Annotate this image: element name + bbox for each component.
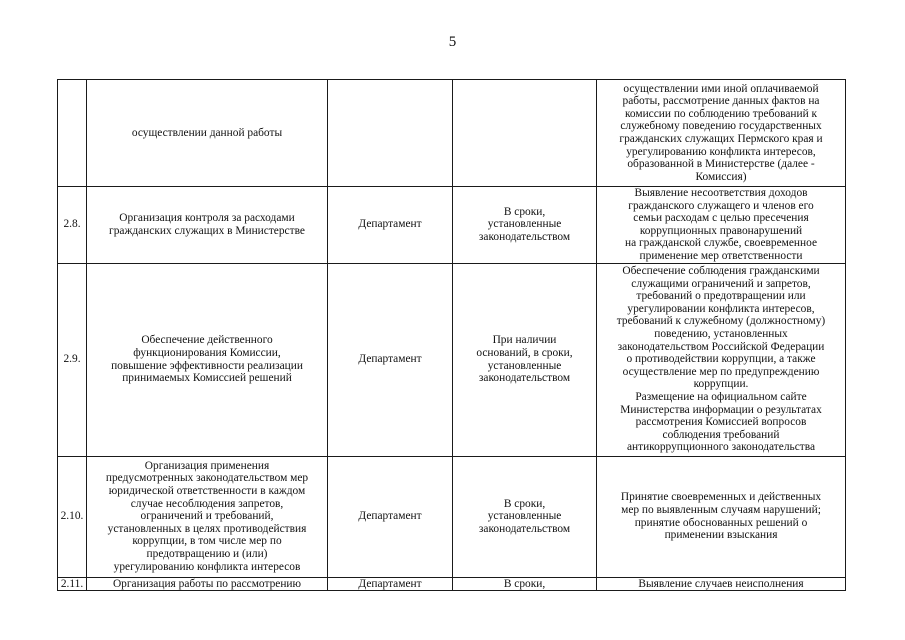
result-cell: [597, 263, 846, 456]
cell-text-line: принятие обоснованных решений о: [634, 516, 808, 529]
cell-text-line: гражданского служащего и членов его: [628, 199, 814, 212]
cell-text-line: законодательством: [478, 522, 571, 535]
cell-text-line: осуществление мер по предупреждению: [622, 365, 820, 378]
cell-text-line: применение мер ответственности: [639, 249, 803, 262]
cell-text-line: Принятие своевременных и действенных: [620, 491, 822, 504]
result-cell: [597, 80, 846, 187]
cell-text-line: оснований, в сроки,: [476, 346, 573, 359]
cell-text-line: осуществлении ими иной оплачиваемой: [623, 82, 819, 95]
deadline-cell: [453, 263, 597, 456]
cell-text-line: требований к служебному (должностному): [616, 315, 826, 328]
cell-text-line: юридической ответственности в каждом: [108, 485, 306, 498]
cell-text-line: работы, рассмотрение данных фактов на: [622, 95, 820, 108]
measure-cell: [87, 577, 328, 590]
cell-text-line: гражданских служащих в Министерстве: [109, 224, 305, 237]
cell-text-line: комиссии по соблюдению требований к: [624, 107, 818, 120]
cell-text-line: образованной в Министерстве (далее -: [627, 158, 815, 171]
cell-text-line: служебному поведению государственных: [620, 120, 822, 133]
cell-text-line: Обеспечение соблюдения гражданскими: [622, 265, 820, 278]
cell-text-line: коррупции.: [693, 378, 749, 391]
cell-text-line: законодательством: [478, 372, 571, 385]
result-cell: [597, 577, 846, 590]
executor-cell: Департамент: [328, 187, 453, 264]
cell-text-line: Выявление случаев неисполнения: [638, 577, 804, 590]
table-row: [58, 263, 846, 456]
measure-cell: [87, 80, 328, 187]
cell-text-line: коррупционных правонарушений: [639, 224, 803, 237]
executor-cell: Департамент: [328, 263, 453, 456]
cell-text-line: осуществлении данной работы: [131, 126, 283, 139]
cell-text-line: о противодействии коррупции, а также: [626, 353, 816, 366]
cell-text-line: требований о предотвращении или: [636, 290, 806, 303]
cell-text-line: семьи расходам с целью пресечения: [633, 212, 809, 225]
result-cell: [597, 187, 846, 264]
cell-text-line: гражданских служащих Пермского края и: [619, 133, 823, 145]
table-row: [58, 80, 846, 187]
cell-text-line: случае несоблюдения запретов,: [130, 497, 284, 510]
cell-text-line: антикоррупционного законодательства: [626, 441, 816, 454]
cell-text-line: функционирования Комиссии,: [133, 346, 281, 359]
cell-text-line: установленные: [487, 359, 562, 372]
executor-cell: [328, 80, 453, 187]
cell-text-line: предусмотренных законодательством мер: [105, 472, 309, 485]
row-number-cell: 2.10.: [58, 456, 87, 577]
cell-text-line: Организация контроля за расходами: [119, 212, 295, 225]
cell-text-line: Размещение на официальном сайте: [635, 391, 807, 404]
cell-text-line: Обеспечение действенного: [141, 334, 273, 347]
cell-text-line: на гражданской службе, своевременное: [624, 237, 817, 250]
cell-text-line: ограничений и требований,: [140, 510, 274, 523]
cell-text-line: рассмотрения Комиссией вопросов: [635, 416, 807, 429]
cell-text-line: Организация применения: [144, 459, 270, 472]
cell-text-line: предотвращению и (или): [146, 548, 268, 561]
cell-text-line: В сроки,: [503, 497, 546, 510]
page-number: 5: [448, 34, 457, 50]
cell-text-line: Организация работы по рассмотрению: [112, 577, 302, 590]
cell-text-line: урегулированию конфликта интересов: [113, 560, 301, 573]
cell-text-line: урегулировании конфликта интересов,: [627, 302, 815, 315]
cell-text-line: В сроки,: [503, 205, 546, 218]
cell-text-line: применении взыскания: [664, 529, 778, 542]
cell-text-line: коррупции, в том числе мер по: [132, 535, 282, 548]
cell-text-line: законодательством: [478, 231, 571, 244]
measure-cell: [87, 187, 328, 264]
row-number-cell: 2.8.: [58, 187, 87, 264]
cell-text-line: установленные: [487, 218, 562, 231]
cell-text-line: Комиссия): [695, 170, 747, 183]
row-number-cell: 2.9.: [58, 263, 87, 456]
row-number-cell: 2.11.: [58, 577, 87, 590]
cell-text-line: поведению, установленных: [654, 328, 788, 341]
cell-text-line: урегулированию конфликта интересов,: [626, 145, 816, 158]
cell-text-line: В сроки,: [503, 577, 546, 590]
cell-text-line: установленных в целях противодействия: [107, 522, 307, 535]
cell-text-line: Выявление несоответствия доходов: [634, 187, 808, 199]
measure-cell: [87, 263, 328, 456]
cell-text-line: принимаемых Комиссией решений: [122, 372, 292, 385]
deadline-cell: [453, 456, 597, 577]
executor-cell: Департамент: [328, 456, 453, 577]
deadline-cell: [453, 187, 597, 264]
cell-text-line: Министерства информации о результатах: [620, 403, 822, 416]
cell-text-line: служащими ограничений и запретов,: [631, 277, 811, 290]
cell-text-line: установленные: [487, 510, 562, 523]
table-row: [58, 187, 846, 264]
cell-text-line: мер по выявленным случаям нарушений;: [621, 503, 821, 516]
result-cell: [597, 456, 846, 577]
cell-text-line: законодательством Российской Федерации: [617, 340, 825, 353]
cell-text-line: повышение эффективности реализации: [111, 359, 303, 372]
row-number-cell: [58, 80, 87, 187]
table-row: [58, 577, 846, 590]
measures-table: [57, 79, 846, 591]
cell-text-line: При наличии: [492, 334, 557, 347]
cell-text-line: соблюдения требований: [662, 428, 780, 441]
deadline-cell: [453, 80, 597, 187]
executor-cell: Департамент: [328, 577, 453, 590]
table-row: [58, 456, 846, 577]
deadline-cell: [453, 577, 597, 590]
measure-cell: [87, 456, 328, 577]
